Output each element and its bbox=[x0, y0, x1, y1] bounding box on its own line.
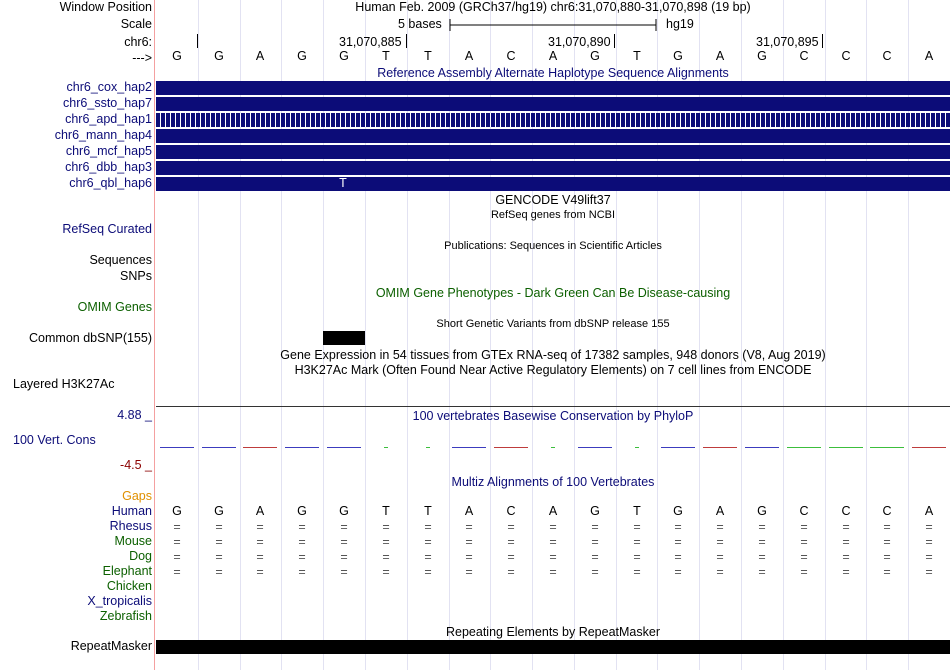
match-symbol: = bbox=[925, 535, 933, 549]
match-symbol: = bbox=[591, 565, 599, 579]
phylop-score-mark bbox=[202, 447, 236, 448]
match-symbol: = bbox=[507, 565, 515, 579]
phylop-score-mark bbox=[494, 447, 528, 448]
repeatmasker-track-title: Repeating Elements by RepeatMasker bbox=[445, 625, 660, 639]
human-base: C bbox=[506, 504, 516, 518]
phylop-score-mark bbox=[243, 447, 277, 448]
match-symbol: = bbox=[424, 535, 432, 549]
ruler-tick bbox=[197, 34, 198, 48]
haplotype-bar-qbl[interactable] bbox=[156, 177, 950, 191]
match-symbol: = bbox=[256, 520, 264, 534]
human-base: C bbox=[841, 504, 851, 518]
haplotype-label-cox[interactable]: chr6_cox_hap2 bbox=[66, 80, 152, 94]
repeatmasker-label[interactable]: RepeatMasker bbox=[70, 639, 152, 653]
dbsnp-track-title: Short Genetic Variants from dbSNP release 155 bbox=[436, 318, 670, 330]
match-symbol: = bbox=[465, 550, 473, 564]
match-symbol: = bbox=[256, 535, 264, 549]
phylop-score-mark bbox=[661, 447, 695, 448]
snps-label[interactable]: SNPs bbox=[120, 269, 152, 283]
sequence-base: T bbox=[424, 49, 432, 63]
species-label-human[interactable]: Human bbox=[111, 504, 152, 518]
scale-assembly-text: hg19 bbox=[666, 17, 694, 31]
match-symbol: = bbox=[465, 520, 473, 534]
human-base: T bbox=[633, 504, 641, 518]
phylop-score-mark bbox=[160, 447, 194, 448]
sequence-base: A bbox=[464, 49, 474, 63]
match-symbol: = bbox=[633, 550, 641, 564]
haplotype-label-dbb[interactable]: chr6_dbb_hap3 bbox=[65, 160, 152, 174]
scale-bar bbox=[449, 18, 659, 32]
match-symbol: = bbox=[215, 520, 223, 534]
match-symbol: = bbox=[382, 520, 390, 534]
haplotype-bar-dbb[interactable] bbox=[156, 161, 950, 175]
match-symbol: = bbox=[842, 535, 850, 549]
match-symbol: = bbox=[758, 535, 766, 549]
sequence-base: C bbox=[799, 49, 809, 63]
human-base: G bbox=[590, 504, 600, 518]
sequence-base: G bbox=[214, 49, 224, 63]
sequence-base: G bbox=[339, 49, 349, 63]
match-symbol: = bbox=[215, 535, 223, 549]
match-symbol: = bbox=[800, 535, 808, 549]
match-symbol: = bbox=[925, 565, 933, 579]
phylop-score-mark bbox=[426, 447, 430, 448]
human-base: G bbox=[297, 504, 307, 518]
phylop-score-mark bbox=[912, 447, 946, 448]
sequence-base: G bbox=[297, 49, 307, 63]
phylop-score-mark bbox=[551, 447, 555, 448]
ruler-tick bbox=[406, 34, 407, 48]
match-symbol: = bbox=[758, 565, 766, 579]
repeatmasker-element[interactable] bbox=[156, 640, 950, 654]
conservation-track-label[interactable]: 100 Vert. Cons bbox=[13, 433, 96, 447]
human-base: A bbox=[548, 504, 558, 518]
match-symbol: = bbox=[591, 520, 599, 534]
haplotype-label-ssto[interactable]: chr6_ssto_hap7 bbox=[63, 96, 152, 110]
match-symbol: = bbox=[591, 550, 599, 564]
human-base: T bbox=[382, 504, 390, 518]
species-label-dog[interactable]: Dog bbox=[129, 549, 152, 563]
match-symbol: = bbox=[173, 535, 181, 549]
human-base: G bbox=[757, 504, 767, 518]
match-symbol: = bbox=[591, 535, 599, 549]
human-base: A bbox=[255, 504, 265, 518]
phylop-score-mark bbox=[578, 447, 612, 448]
haplotype-bar-mann[interactable] bbox=[156, 129, 950, 143]
match-symbol: = bbox=[716, 535, 724, 549]
match-symbol: = bbox=[842, 520, 850, 534]
match-symbol: = bbox=[424, 550, 432, 564]
match-symbol: = bbox=[507, 520, 515, 534]
match-symbol: = bbox=[215, 550, 223, 564]
match-symbol: = bbox=[633, 535, 641, 549]
phylop-score-mark bbox=[829, 447, 863, 448]
match-symbol: = bbox=[298, 565, 306, 579]
match-symbol: = bbox=[842, 565, 850, 579]
sequence-base: G bbox=[172, 49, 182, 63]
match-symbol: = bbox=[465, 535, 473, 549]
match-symbol: = bbox=[382, 535, 390, 549]
chrom-label: chr6: bbox=[124, 35, 152, 49]
human-base: A bbox=[715, 504, 725, 518]
match-symbol: = bbox=[298, 520, 306, 534]
human-base: A bbox=[464, 504, 474, 518]
refseq-track-title: RefSeq genes from NCBI bbox=[490, 209, 616, 221]
haplotype-bar-cox[interactable] bbox=[156, 81, 950, 95]
ruler-label-2: 31,070,890 bbox=[548, 35, 611, 49]
human-base: G bbox=[214, 504, 224, 518]
match-symbol: = bbox=[883, 520, 891, 534]
match-symbol: = bbox=[215, 565, 223, 579]
phylop-score-mark bbox=[327, 447, 361, 448]
species-label-chicken[interactable]: Chicken bbox=[106, 579, 152, 593]
phylop-score-mark bbox=[787, 447, 821, 448]
qbl-mismatch-base: T bbox=[339, 176, 347, 190]
match-symbol: = bbox=[800, 565, 808, 579]
match-symbol: = bbox=[716, 550, 724, 564]
sequence-base: G bbox=[590, 49, 600, 63]
conservation-baseline bbox=[156, 406, 950, 407]
match-symbol: = bbox=[424, 520, 432, 534]
match-symbol: = bbox=[716, 520, 724, 534]
match-symbol: = bbox=[549, 550, 557, 564]
match-symbol: = bbox=[716, 565, 724, 579]
sequence-base: G bbox=[673, 49, 683, 63]
sequence-base: T bbox=[382, 49, 390, 63]
sequence-base: C bbox=[882, 49, 892, 63]
dbsnp-variant-block[interactable] bbox=[323, 331, 365, 345]
species-label-xtropicalis[interactable]: X_tropicalis bbox=[87, 594, 152, 608]
publications-track-title: Publications: Sequences in Scientific Articles bbox=[444, 240, 662, 252]
match-symbol: = bbox=[256, 550, 264, 564]
match-symbol: = bbox=[173, 550, 181, 564]
sequence-base: A bbox=[715, 49, 725, 63]
haplotype-label-mcf[interactable]: chr6_mcf_hap5 bbox=[65, 144, 152, 158]
phylop-score-mark bbox=[285, 447, 319, 448]
match-symbol: = bbox=[340, 565, 348, 579]
match-symbol: = bbox=[758, 520, 766, 534]
match-symbol: = bbox=[173, 520, 181, 534]
match-symbol: = bbox=[842, 550, 850, 564]
multiz-track-title: Multiz Alignments of 100 Vertebrates bbox=[451, 475, 655, 489]
phylop-track-title: 100 vertebrates Basewise Conservation by PhyloP bbox=[412, 409, 694, 423]
window-position-label: Window Position bbox=[59, 0, 152, 14]
phylop-score-mark bbox=[870, 447, 904, 448]
sequence-base: G bbox=[757, 49, 767, 63]
match-symbol: = bbox=[424, 565, 432, 579]
phylop-score-mark bbox=[452, 447, 486, 448]
match-symbol: = bbox=[883, 550, 891, 564]
match-symbol: = bbox=[507, 550, 515, 564]
haplotype-label-apd[interactable]: chr6_apd_hap1 bbox=[65, 112, 152, 126]
species-label-zebrafish[interactable]: Zebrafish bbox=[99, 609, 152, 623]
match-symbol: = bbox=[549, 565, 557, 579]
sequence-base: A bbox=[924, 49, 934, 63]
sequence-base: A bbox=[255, 49, 265, 63]
match-symbol: = bbox=[382, 565, 390, 579]
match-symbol: = bbox=[549, 520, 557, 534]
species-label-elephant[interactable]: Elephant bbox=[102, 564, 152, 578]
human-base: C bbox=[799, 504, 809, 518]
human-base: G bbox=[673, 504, 683, 518]
h3k27ac-track-title: H3K27Ac Mark (Often Found Near Active Regulatory Elements) on 7 cell lines from ENCODE bbox=[294, 363, 812, 377]
match-symbol: = bbox=[507, 535, 515, 549]
phylop-score-mark bbox=[745, 447, 779, 448]
window-position-text: Human Feb. 2009 (GRCh37/hg19) chr6:31,070,880-31,070,898 (19 bp) bbox=[355, 0, 751, 14]
gencode-track-title: GENCODE V49lift37 bbox=[495, 193, 611, 207]
sequence-base: C bbox=[841, 49, 851, 63]
sequence-base: C bbox=[506, 49, 516, 63]
match-symbol: = bbox=[633, 520, 641, 534]
conservation-min-label: -4.5 _ bbox=[120, 458, 152, 472]
ruler-label-1: 31,070,885 bbox=[339, 35, 402, 49]
match-symbol: = bbox=[633, 565, 641, 579]
layered-h3k27ac-label[interactable]: Layered H3K27Ac bbox=[13, 377, 115, 391]
match-symbol: = bbox=[674, 535, 682, 549]
match-symbol: = bbox=[173, 565, 181, 579]
haplotype-track-title: Reference Assembly Alternate Haplotype Sequence Alignments bbox=[377, 66, 729, 80]
haplotype-bar-apd[interactable] bbox=[156, 113, 950, 127]
human-base: G bbox=[339, 504, 349, 518]
gtex-track-title: Gene Expression in 54 tissues from GTEx RNA-seq of 17382 samples, 948 donors (V8, Aug 2019) bbox=[280, 348, 826, 362]
scale-label: Scale bbox=[120, 17, 152, 31]
haplotype-label-qbl[interactable]: chr6_qbl_hap6 bbox=[69, 176, 152, 190]
match-symbol: = bbox=[298, 550, 306, 564]
species-label-rhesus[interactable]: Rhesus bbox=[109, 519, 152, 533]
sequence-base: A bbox=[548, 49, 558, 63]
omim-genes-label[interactable]: OMIM Genes bbox=[77, 300, 152, 314]
ruler-tick bbox=[614, 34, 615, 48]
scale-text: 5 bases bbox=[398, 17, 442, 31]
ruler-label-3: 31,070,895 bbox=[756, 35, 819, 49]
match-symbol: = bbox=[674, 565, 682, 579]
human-base: C bbox=[882, 504, 892, 518]
match-symbol: = bbox=[298, 535, 306, 549]
species-label-mouse[interactable]: Mouse bbox=[114, 534, 152, 548]
match-symbol: = bbox=[883, 535, 891, 549]
common-dbsnp-label[interactable]: Common dbSNP(155) bbox=[29, 331, 152, 345]
gaps-label[interactable]: Gaps bbox=[122, 489, 152, 503]
match-symbol: = bbox=[925, 520, 933, 534]
match-symbol: = bbox=[465, 565, 473, 579]
match-symbol: = bbox=[925, 550, 933, 564]
track-display-area[interactable] bbox=[156, 0, 950, 670]
match-symbol: = bbox=[340, 550, 348, 564]
conservation-max-label: 4.88 _ bbox=[117, 408, 152, 422]
match-symbol: = bbox=[758, 550, 766, 564]
track-labels bbox=[0, 0, 154, 670]
sequences-label[interactable]: Sequences bbox=[89, 253, 152, 267]
match-symbol: = bbox=[674, 550, 682, 564]
sequence-base: T bbox=[633, 49, 641, 63]
match-symbol: = bbox=[800, 520, 808, 534]
ruler-tick bbox=[822, 34, 823, 48]
label-divider bbox=[154, 0, 155, 670]
match-symbol: = bbox=[549, 535, 557, 549]
haplotype-bar-mcf[interactable] bbox=[156, 145, 950, 159]
match-symbol: = bbox=[883, 565, 891, 579]
phylop-score-mark bbox=[635, 447, 639, 448]
human-base: A bbox=[924, 504, 934, 518]
strand-arrow-label[interactable]: ---> bbox=[132, 51, 152, 65]
refseq-curated-label[interactable]: RefSeq Curated bbox=[62, 222, 152, 236]
match-symbol: = bbox=[256, 565, 264, 579]
match-symbol: = bbox=[382, 550, 390, 564]
phylop-score-mark bbox=[703, 447, 737, 448]
human-base: T bbox=[424, 504, 432, 518]
haplotype-label-mann[interactable]: chr6_mann_hap4 bbox=[54, 128, 152, 142]
phylop-score-mark bbox=[384, 447, 388, 448]
match-symbol: = bbox=[340, 520, 348, 534]
human-base: G bbox=[172, 504, 182, 518]
haplotype-bar-ssto[interactable] bbox=[156, 97, 950, 111]
match-symbol: = bbox=[340, 535, 348, 549]
match-symbol: = bbox=[800, 550, 808, 564]
match-symbol: = bbox=[674, 520, 682, 534]
omim-track-title: OMIM Gene Phenotypes - Dark Green Can Be Disease-causing bbox=[375, 286, 731, 300]
